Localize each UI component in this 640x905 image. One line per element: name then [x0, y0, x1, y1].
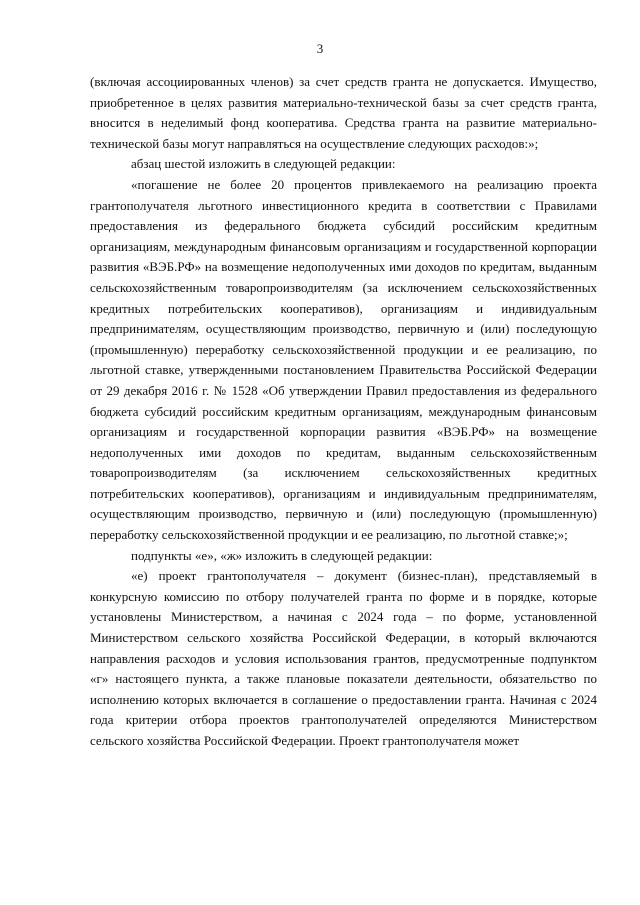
paragraph-instruction-abzac: абзац шестой изложить в следующей редакции:: [131, 156, 396, 172]
paragraph-continuation: (включая ассоциированных членов) за счет средств гранта не допускается. Имущество, приобретенное в целях развития материально-технической базы за счет средств гранта, вносится в неделимый фонд кооператива. Средства гранта на развитие материально-технической базы могут направляться на осуществление следующих расходов:»;: [90, 74, 597, 151]
paragraph-quoted-text: «погашение не более 20 процентов привлекаемого на реализацию проекта грантополучателя льготного инвестиционного кредита в соответствии с Правилами предоставления из федерального бюджета субсидий российским кредитным организациям, международным финансовым организациям и государственной корпорации развития «ВЭБ.РФ» на возмещение недополученных ими доходов по кредитам, выданным сельскохозяйственным товаропроизводителям (за исключением сельскохозяйственных кредитных потребительских кооперативов), организациям и индивидуальным предпринимателям, осуществляющим производство, первичную и (или) последующую (промышленную) переработку сельскохозяйственной продукции и ее реализацию, по льготной ставке, утвержденными постановлением Правительства Российской Федерации от 29 декабря 2016 г. № 1528 «Об утверждении Правил предоставления из федерального бюджета субсидий российским кредитным организациям, международным финансовым организациям и государственной корпорации развития «ВЭБ.РФ» на возмещение недополученных ими доходов по кредитам, выданным сельскохозяйственным товаропроизводителям (за исключением сельскохозяйственных кредитных потребительских кооперативов), организациям и индивидуальным предпринимателям, осуществляющим производство, первичную и (или) последующую (промышленную) переработку сельскохозяйственной продукции и ее реализацию, по льготной ставке;»;: [90, 176, 597, 543]
paragraph-subpoint-e: «е) проект грантополучателя – документ (бизнес-план), представляемый в конкурсную комиссию по отбору получателей гранта по форме и в порядке, которые установлены Министерством, а начиная с 2024 года – по форме, установленной Министерством сельского хозяйства Российской Федерации, в который включаются направления расходов и условия использования грантов, предусмотренные подпунктом «г» настоящего пункта, а также плановые показатели деятельности, обязательство по исполнению которых включается в соглашение о предоставлении гранта. Начиная с 2024 года критерии отбора проектов грантополучателей определяются Министерством сельского хозяйства Российской Федерации. Проект грантополучателя может: [90, 568, 597, 748]
page-number: 3: [316, 41, 324, 56]
paragraph-instruction-podpunkty: подпункты «е», «ж» изложить в следующей редакции:: [131, 547, 433, 563]
document-body: [90, 72, 597, 752]
